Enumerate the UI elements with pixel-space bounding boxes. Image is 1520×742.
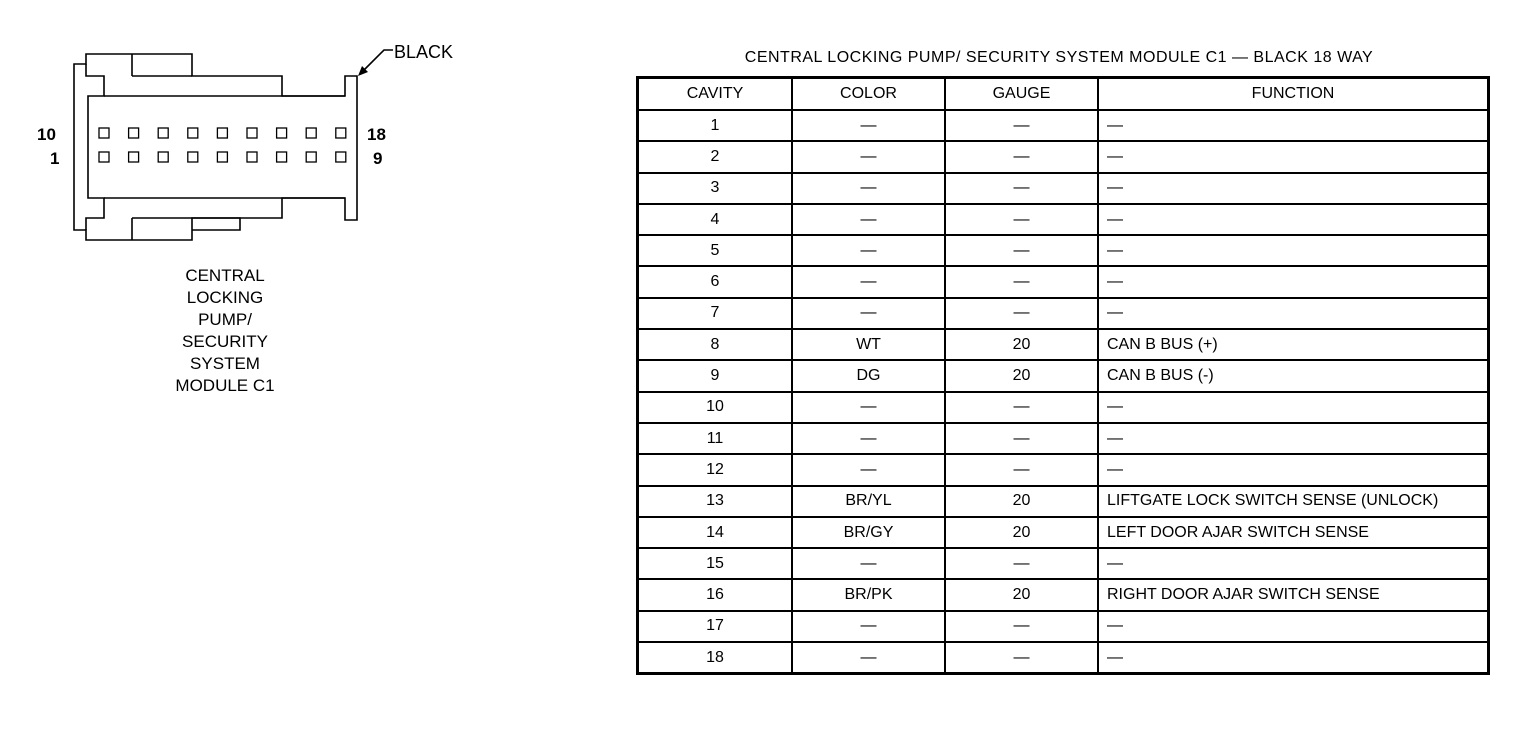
cell-gauge: — xyxy=(945,642,1098,674)
cell-cavity: 17 xyxy=(638,611,793,642)
cell-color: — xyxy=(792,266,945,297)
cell-gauge: 20 xyxy=(945,486,1098,517)
cell-cavity: 4 xyxy=(638,204,793,235)
cell-color: — xyxy=(792,110,945,141)
table-row xyxy=(638,642,1489,674)
cell-cavity: 13 xyxy=(638,486,793,517)
table-row xyxy=(638,548,1489,579)
pin-cavity xyxy=(188,128,198,138)
cell-cavity: 6 xyxy=(638,266,793,297)
header-cavity: CAVITY xyxy=(638,78,793,111)
cell-gauge: — xyxy=(945,454,1098,485)
cell-function: — xyxy=(1098,141,1489,172)
cell-color: BR/PK xyxy=(792,579,945,610)
cavity-table xyxy=(636,76,1490,675)
pin-cavity xyxy=(99,152,109,162)
table-row xyxy=(638,486,1489,517)
pin-label-top-left: 10 xyxy=(37,125,56,144)
cell-function: LEFT DOOR AJAR SWITCH SENSE xyxy=(1098,517,1489,548)
cell-gauge: — xyxy=(945,548,1098,579)
pin-cavity xyxy=(158,152,168,162)
cell-gauge: — xyxy=(945,204,1098,235)
cell-gauge: — xyxy=(945,611,1098,642)
cell-color: DG xyxy=(792,360,945,391)
module-caption xyxy=(120,265,330,397)
cell-cavity: 5 xyxy=(638,235,793,266)
cell-color: — xyxy=(792,392,945,423)
cell-function: — xyxy=(1098,423,1489,454)
connector-color-callout: BLACK xyxy=(394,42,454,62)
cell-function: — xyxy=(1098,110,1489,141)
cell-color: — xyxy=(792,423,945,454)
cell-gauge: — xyxy=(945,235,1098,266)
pin-cavity xyxy=(99,128,109,138)
table-row xyxy=(638,579,1489,610)
cell-function: — xyxy=(1098,548,1489,579)
cell-cavity: 7 xyxy=(638,298,793,329)
caption-line: CENTRAL xyxy=(185,266,265,285)
caption-line: SYSTEM xyxy=(190,354,260,373)
header-function: FUNCTION xyxy=(1098,78,1489,111)
cell-function: — xyxy=(1098,266,1489,297)
cell-cavity: 14 xyxy=(638,517,793,548)
cell-gauge: 20 xyxy=(945,329,1098,360)
header-color: COLOR xyxy=(792,78,945,111)
cell-cavity: 3 xyxy=(638,173,793,204)
cell-color: WT xyxy=(792,329,945,360)
cell-function: — xyxy=(1098,392,1489,423)
cell-function: RIGHT DOOR AJAR SWITCH SENSE xyxy=(1098,579,1489,610)
cell-cavity: 10 xyxy=(638,392,793,423)
pin-cavity-grid xyxy=(99,128,346,162)
cell-cavity: 15 xyxy=(638,548,793,579)
cell-gauge: 20 xyxy=(945,360,1098,391)
cell-gauge: — xyxy=(945,141,1098,172)
cell-color: BR/YL xyxy=(792,486,945,517)
table-row xyxy=(638,423,1489,454)
table-row xyxy=(638,235,1489,266)
cell-gauge: 20 xyxy=(945,517,1098,548)
cell-color: — xyxy=(792,235,945,266)
header-gauge: GAUGE xyxy=(945,78,1098,111)
pin-cavity xyxy=(129,128,139,138)
cell-color: — xyxy=(792,204,945,235)
pin-cavity xyxy=(188,152,198,162)
cell-function: LIFTGATE LOCK SWITCH SENSE (UNLOCK) xyxy=(1098,486,1489,517)
table-row xyxy=(638,611,1489,642)
table-header-row xyxy=(638,78,1489,111)
pin-cavity xyxy=(217,128,227,138)
table-row xyxy=(638,204,1489,235)
cell-color: — xyxy=(792,298,945,329)
pin-cavity xyxy=(277,128,287,138)
cell-cavity: 1 xyxy=(638,110,793,141)
cell-cavity: 8 xyxy=(638,329,793,360)
pin-cavity xyxy=(247,128,257,138)
cell-cavity: 16 xyxy=(638,579,793,610)
table-row xyxy=(638,329,1489,360)
cell-function: — xyxy=(1098,611,1489,642)
table-row xyxy=(638,454,1489,485)
cell-function: CAN B BUS (-) xyxy=(1098,360,1489,391)
cell-function: — xyxy=(1098,642,1489,674)
cell-cavity: 11 xyxy=(638,423,793,454)
cell-color: — xyxy=(792,642,945,674)
pin-cavity xyxy=(306,152,316,162)
cell-cavity: 2 xyxy=(638,141,793,172)
cell-function: — xyxy=(1098,454,1489,485)
pin-cavity xyxy=(247,152,257,162)
cell-gauge: — xyxy=(945,266,1098,297)
table-row xyxy=(638,141,1489,172)
pin-label-top-right: 18 xyxy=(367,125,386,144)
table-row xyxy=(638,173,1489,204)
pin-cavity xyxy=(336,152,346,162)
caption-line: LOCKING xyxy=(186,288,264,307)
cell-gauge: — xyxy=(945,392,1098,423)
cell-cavity: 12 xyxy=(638,454,793,485)
cell-color: — xyxy=(792,454,945,485)
cell-function: CAN B BUS (+) xyxy=(1098,329,1489,360)
cell-gauge: — xyxy=(945,298,1098,329)
cell-cavity: 18 xyxy=(638,642,793,674)
cell-function: — xyxy=(1098,173,1489,204)
table-row xyxy=(638,298,1489,329)
table-row xyxy=(638,266,1489,297)
table-title: CENTRAL LOCKING PUMP/ SECURITY SYSTEM MODULE C1 — BLACK 18 WAY xyxy=(744,49,1374,66)
pin-cavity xyxy=(129,152,139,162)
cell-color: BR/GY xyxy=(792,517,945,548)
cell-color: — xyxy=(792,548,945,579)
pin-label-bottom-left: 1 xyxy=(50,149,60,168)
pin-cavity xyxy=(306,128,316,138)
pin-cavity xyxy=(336,128,346,138)
table-row xyxy=(638,517,1489,548)
table-row xyxy=(638,360,1489,391)
cell-gauge: — xyxy=(945,110,1098,141)
pin-cavity xyxy=(158,128,168,138)
cell-color: — xyxy=(792,611,945,642)
caption-line: MODULE C1 xyxy=(175,376,275,395)
table-row xyxy=(638,392,1489,423)
pin-cavity xyxy=(217,152,227,162)
cell-gauge: 20 xyxy=(945,579,1098,610)
table-row xyxy=(638,110,1489,141)
pin-cavity xyxy=(277,152,287,162)
cell-cavity: 9 xyxy=(638,360,793,391)
pin-label-bottom-right: 9 xyxy=(373,149,383,168)
cell-gauge: — xyxy=(945,173,1098,204)
cell-function: — xyxy=(1098,235,1489,266)
caption-line: PUMP/ xyxy=(198,310,252,329)
cell-function: — xyxy=(1098,298,1489,329)
cell-function: — xyxy=(1098,204,1489,235)
cell-color: — xyxy=(792,141,945,172)
cell-gauge: — xyxy=(945,423,1098,454)
caption-line: SECURITY xyxy=(182,332,268,351)
cell-color: — xyxy=(792,173,945,204)
